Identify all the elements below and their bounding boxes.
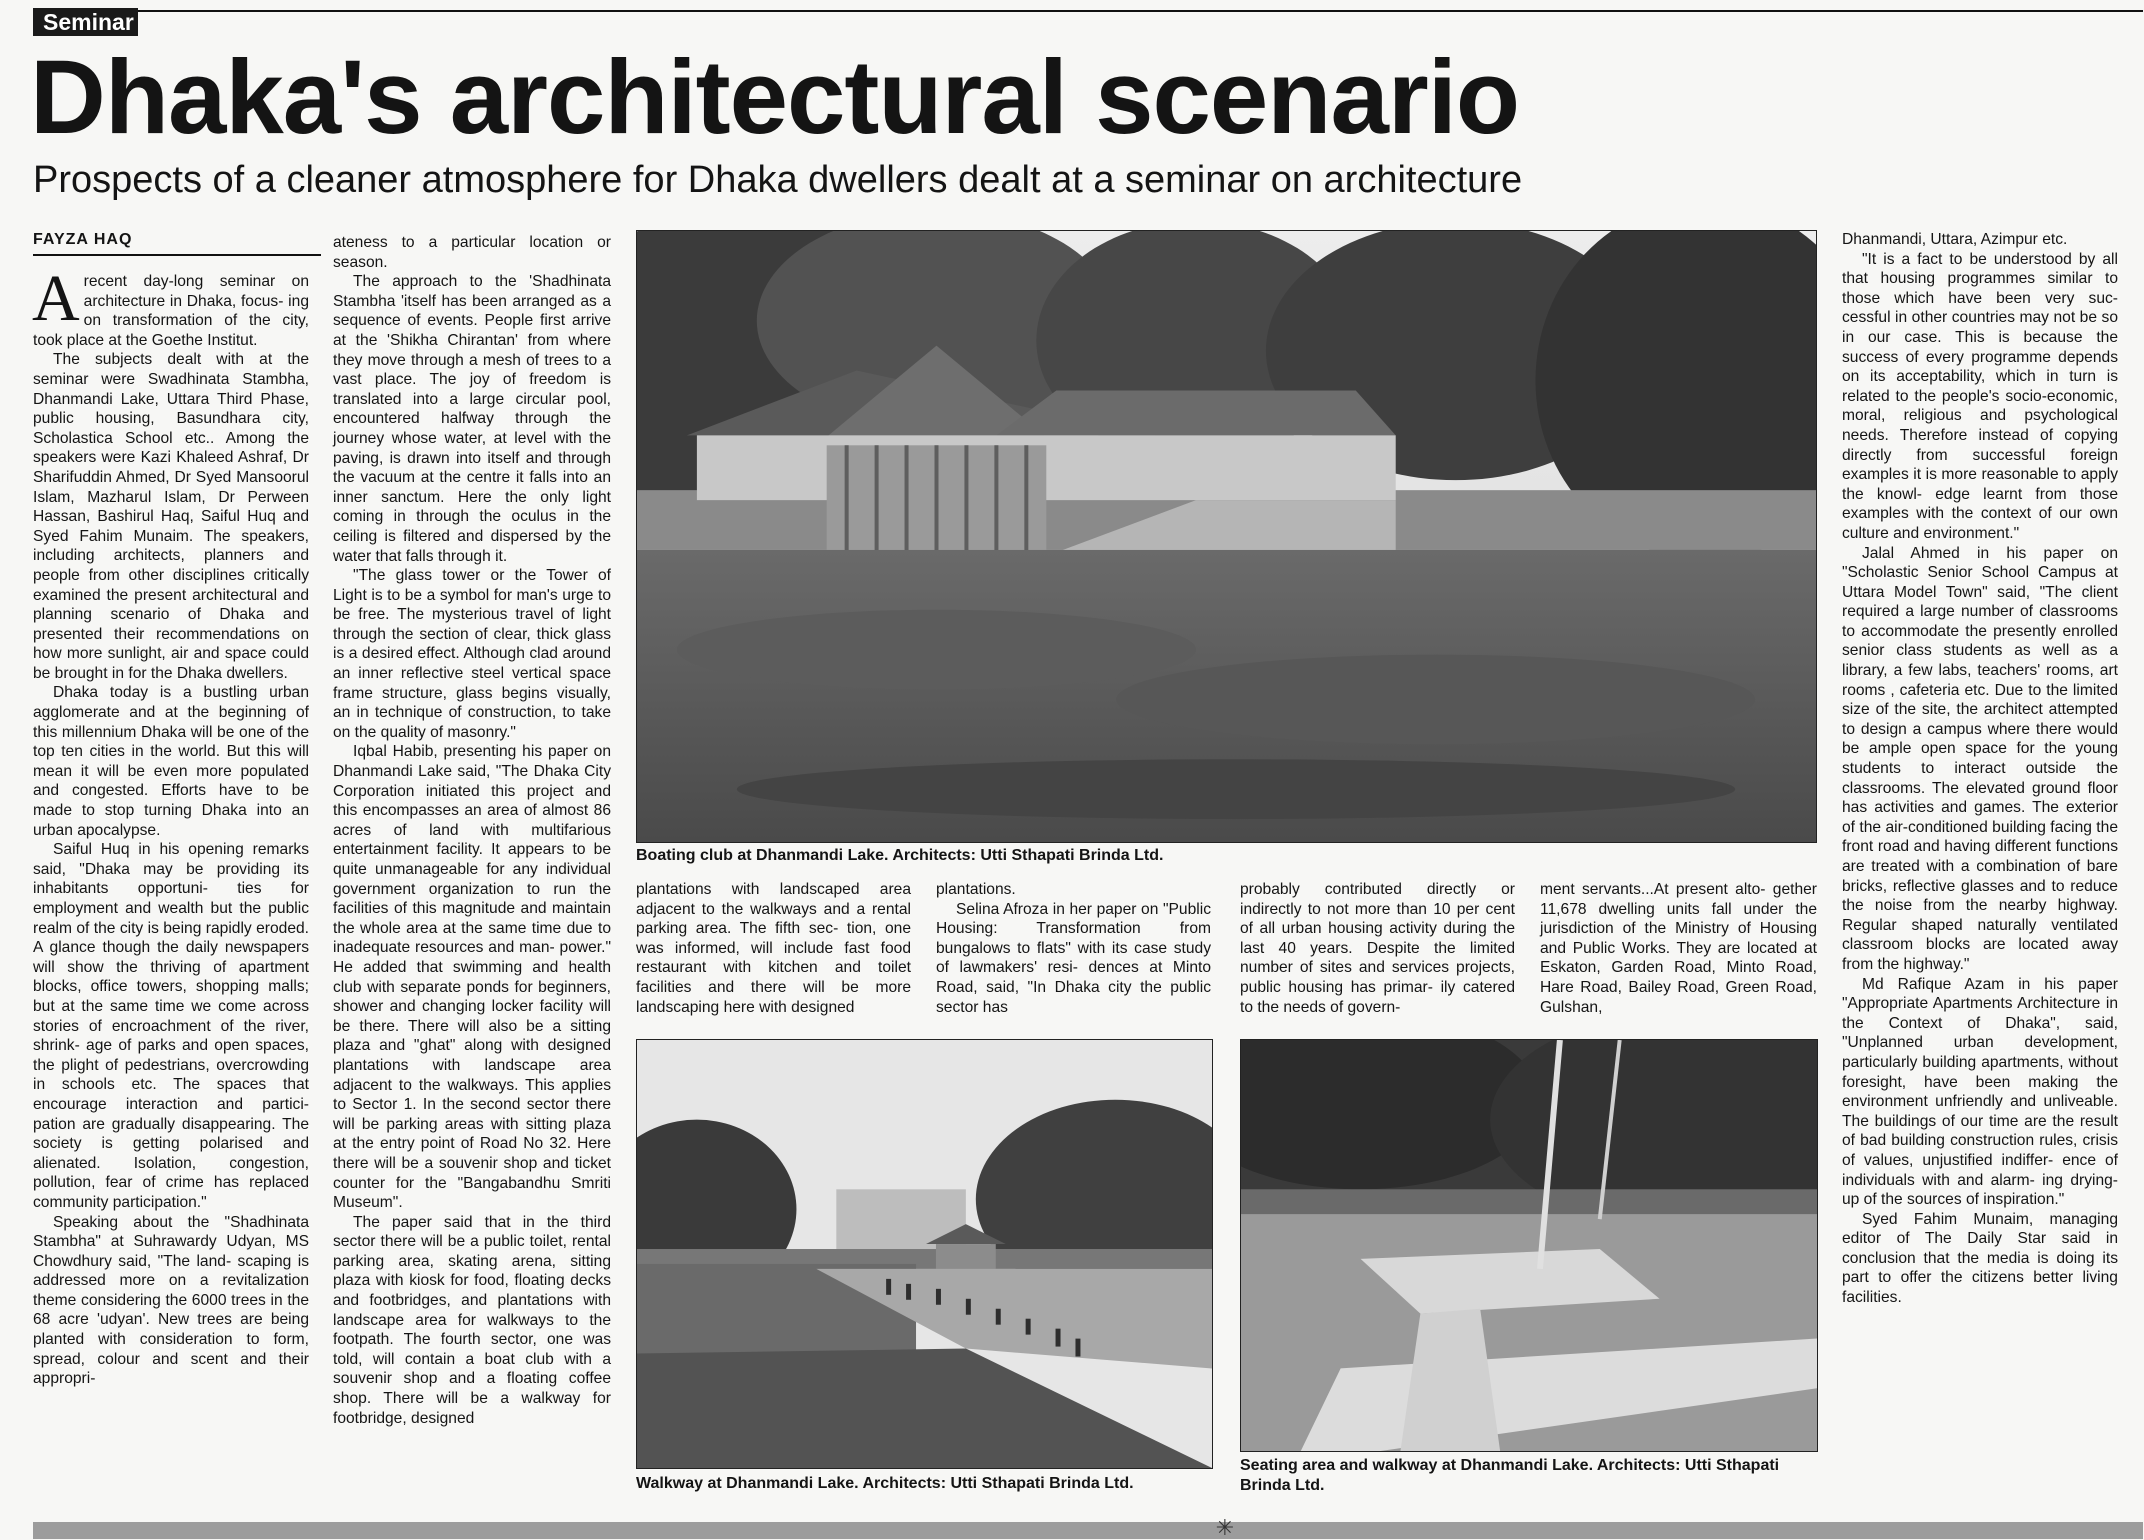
caption-boating-club: Boating club at Dhanmandi Lake. Architects: Utti Sthapati Brinda Ltd. [636, 847, 1164, 864]
boating-club-image [637, 231, 1816, 842]
paragraph [32, 262, 309, 350]
paragraph: "The glass tower or the Tower of Light is to be a symbol for man's urge to be free. The mysterious travel of light through the section of clear, thick glass is a desired effect. Although clad around an inner reflective steel vertical space frame structure, glass begins visually, an in technique of construction, to take on the quality of masonry." [333, 567, 611, 741]
seating-area-image [1241, 1040, 1817, 1451]
caption-seating-area: Seating area and walkway at Dhanmandi Lake. Architects: Utti Sthapati Brinda Ltd. [1240, 1457, 1780, 1494]
section-tag: Seminar [33, 8, 138, 36]
paragraph: Md Rafique Azam in his paper "Appropriate Apartments Architecture in the Context of Dhaka", said, "Unplanned urban development, particularly building apartments, without foresight, have been making the environment unfriendly and unliveable. The buildings of our time are the result of bad building construction rules, crisis of values, unjustified indiffer- ence of individuals with and alarm- ing drying-up of the sources of inspiration." [1842, 975, 2118, 1209]
paragraph-text: recent day-long seminar on architecture in Dhaka, focus- ing on transformation of the city, took place at the Goethe Institut. [33, 273, 309, 349]
paragraph: ment servants...At present alto- gether 11,678 dwelling units fall under the jurisdiction of the Ministry of Housing and Public Works. They are located at Eskaton, Garden Road, Minto Road, Hare Road, Bailey Road, Green Road, Gulshan, [1540, 881, 1817, 1016]
subheadline: Prospects of a cleaner atmosphere for Dhaka dwellers dealt at a seminar on architecture [33, 159, 1523, 201]
article-column-5 [1240, 880, 1515, 1017]
paragraph: plantations. [936, 881, 1016, 898]
article-column-1 [32, 262, 309, 1389]
paragraph: Dhanmandi, Uttara, Azimpur etc. [1842, 231, 2068, 248]
paragraph: probably contributed directly or indirectly to not more than 10 per cent of all urban housing activity during the last 40 years. Despite the limited number of sites and services projects, public housing has primar- ily catered to the needs of govern- [1240, 881, 1515, 1016]
paragraph: Syed Fahim Munaim, managing editor of The Daily Star said in conclusion that the media is doing its part to offer the citizens better living facilities. [1842, 1210, 2118, 1307]
paragraph: ateness to a particular location or season. [333, 234, 611, 271]
photo-walkway [636, 1039, 1213, 1469]
article-column-6 [1540, 880, 1817, 1017]
paragraph: The subjects dealt with at the seminar were Swadhinata Stambha, Dhanmandi Lake, Uttara Third Phase, public housing, Basundhara city, Scholastica School etc.. Among the speakers were Kazi Khaleed Ashraf, Dr Sharifuddin Ahmed, Dr Syed Mansoorul Islam, Mazharul Islam, Dr Perween Hassan, Bashirul Haq, Saiful Huq and Syed Fahim Munaim. The speakers, including architects, planners and people from other disciplines critically examined the present architectural and planning scenario of Dhaka and presented their recommendations on how more sunlight, air and space could be brought in for the Dhaka dwellers. [33, 351, 309, 682]
article-column-3 [636, 880, 911, 1017]
walkway-image [637, 1040, 1212, 1468]
paragraph: Selina Afroza in her paper on "Public Housing: Transformation from bungalows to flats" with its case study of lawmakers' resi- dences at Minto Road, said, "In Dhaka city the public sector has [936, 900, 1211, 1016]
bottom-bar [33, 1522, 2143, 1539]
paragraph: Speaking about the "Shadhinata Stambha" at Suhrawardy Udyan, MS Chowdhury said, "The land- scaping is addressed more on a revitalization theme considering the 6000 trees in the 68 acre 'udyan'. New trees are being planted with consideration to form, spread, colour and scent and their appropri- [33, 1213, 309, 1388]
article-column-7 [1842, 230, 2118, 1308]
byline-rule [33, 254, 321, 256]
byline: FAYZA HAQ [33, 231, 133, 248]
paragraph: The paper said that in the third sector there will be a public toilet, rental parking area, skating arena, sitting plaza with kiosk for food, floating decks and footbridges, and plantations with landscape area for walkways to the footpath. The fourth sector, one was told, will contain a boat club with a souvenir shop and a floating coffee shop. There will be a walkway for footbridge, designed [333, 1213, 611, 1427]
paragraph: plantations with landscaped area adjacent to the walkways and a rental parking area. The fifth sec- tion, one was informed, will include fast food restaurant with kitchen and toilet facilities and there will be more landscaping here with designed [636, 881, 911, 1016]
star-ornament-icon: ✳ [1215, 1515, 1235, 1540]
paragraph: Dhaka today is a bustling urban agglomerate and at the beginning of this millennium Dhaka will be one of the top ten cities in the world. But this will mean it will be even more populated and congested. Efforts have to be made to stop turning Dhaka into an urban apocalypse. [33, 684, 309, 839]
paragraph: The approach to the 'Shadhinata Stambha 'itself has been arranged as a sequence of events. People first arrive at the 'Shikha Chirantan' from where they move through a mesh of trees to a vast place. The joy of freedom is translated into a large circular pool, encountered halfway through the journey whose water, at level with the paving, is drawn into itself and through the vacuum at the centre it falls into an inner sanctum. Here the only light coming in through the oculus in the ceiling is filtered and dispersed by the water that falls through it. [333, 273, 611, 565]
paragraph: Iqbal Habib, presenting his paper on Dhanmandi Lake said, "The Dhaka City Corporation initiated this project and this encompasses an area of almost 86 acres of land with multifarious entertainment facility. It appears to be quite unmanageable for any individual government organization to run the facilities of this magnitude and maintain the whole area at the same time due to inadequate resources and man- power." He added that swimming and health club with separate ponds for beginners, shower and changing locker facility will be there. There will also be a sitting plaza and "ghat" along with designed plantations with landscape area adjacent to the walkways. This applies to Sector 1. In the second sector there will be parking areas with sitting plaza at the entry point of Road No 32. Here there will be a souvenir shop and ticket counter for the "Bangabandhu Smriti Museum". [333, 743, 611, 1212]
paragraph: Saiful Huq in his opening remarks said, "Dhaka may be providing its inhabitants opportuni- ties for employment and wealth but the public realm of the city is being rapidly eroded. A glance though the daily newspapers will show the thriving of apartment blocks, office towers, shopping malls; but at the same time we come across stories of encroachment of the river, shrink- age of parks and open spaces, the plight of pedestrians, overcrowding in schools etc. The spaces that encourage interaction and partici- pation are gradually disappearing. The society is getting polarised and alienated. Isolation, congestion, pollution, fear of crime has replaced community participation." [33, 841, 309, 1211]
paragraph: "It is a fact to be understood by all that housing programmes similar to those which have been very suc- cessful in other countries may not be so in our case. This is because the success of every programme depends on its acceptability, which in turn is related to the people's socio-economic, moral, religious and psychological needs. Therefore instead of copying directly from successful foreign examples it is more reasonable to apply the knowl- edge learnt from those examples with the context of our own culture and environment." [1842, 250, 2118, 542]
article-column-2 [333, 233, 611, 1428]
drop-cap: A [32, 262, 80, 335]
paragraph: Jalal Ahmed in his paper on "Scholastic Senior School Campus at Uttara Model Town" said, "The client required a large number of classrooms to accommodate the presently enrolled senior class students as well as a library, a few labs, teachers' rooms, art rooms , cafeteria etc. Due to the limited size of the site, the architect attempted to design a campus where there would be ample open space for the young students to interact outside the classrooms. The elevated ground floor has activities and games. The exterior of the air-conditioned building facing the front road and having different functions are treated with a combination of bare bricks, reflective glasses and to reduce the noise from the nearby highway. Regular shaped naturally ventilated classroom blocks are located away from the highway." [1842, 544, 2118, 973]
caption-walkway: Walkway at Dhanmandi Lake. Architects: Utti Sthapati Brinda Ltd. [636, 1475, 1134, 1492]
photo-seating-area [1240, 1039, 1818, 1452]
photo-boating-club [636, 230, 1817, 843]
headline: Dhaka's architectural scenario [30, 39, 1520, 156]
top-rule [33, 10, 2143, 12]
article-column-4 [936, 880, 1211, 1017]
